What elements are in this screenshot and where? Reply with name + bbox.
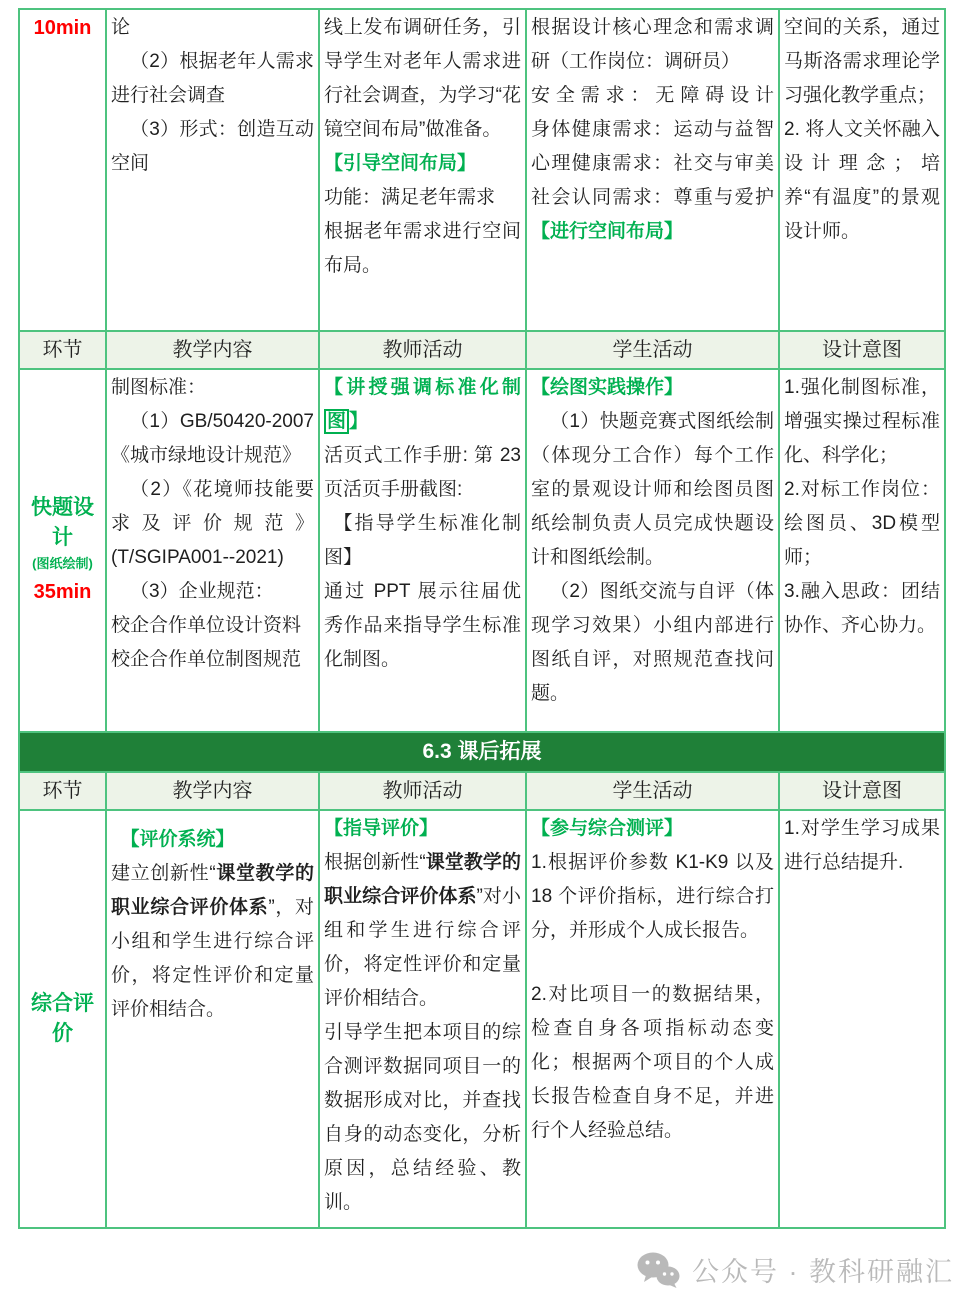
run: ”，对小组和学生进行综合评价，将定性评价和定量评价相结合。 <box>111 897 314 1020</box>
activity-label: 【参与综合测评】 <box>531 818 684 839</box>
teacher-paragraph: 线上发布调研任务，引导学生对老年人需求进行社会调查，为学习“花镜空间布局”做准备。 <box>324 17 521 140</box>
content-line: （2）根据老年人需求进行社会调查 <box>111 51 314 106</box>
student-paragraph: （2）图纸交流与自评（体现学习效果）小组内部进行图纸自评，对照规范查找问题。 <box>531 581 774 704</box>
intent-paragraph: 1.强化制图标准，增强实操过程标准化、科学化； <box>784 377 940 466</box>
stage-cell <box>19 810 106 1228</box>
column-header-content: 教学内容 <box>106 772 319 810</box>
activity-label <box>324 371 521 439</box>
activity-label: 【指导学生标准化制图】 <box>324 513 521 568</box>
teaching-content-cell <box>106 9 319 331</box>
teacher-paragraph: 通过 PPT 展示往届优秀作品来指导学生标准化制图。 <box>324 581 521 670</box>
intent-paragraph: 3.融入思政：团结协作、齐心协力。 <box>784 581 940 636</box>
column-header-intent: 设计意图 <box>779 331 945 369</box>
teacher-activity-cell <box>319 369 526 732</box>
run: ”对小组和学生进行综合评价，将定性评价和定量评价相结合。 <box>324 886 521 1009</box>
need-line: 社会认同需求：尊重与爱护 <box>531 187 774 208</box>
teacher-paragraph: 活页式工作手册: 第 23页活页手册截图: <box>324 445 521 500</box>
table-header-row <box>19 772 945 810</box>
teacher-paragraph: 根据老年需求进行空间布局。 <box>324 221 521 276</box>
label-text: 】 <box>349 411 369 432</box>
content-paragraph: 制图标准： <box>111 377 207 398</box>
run-bold: 课堂教学的职业综合评价体系 <box>324 852 521 907</box>
intent-paragraph: 1.对学生学习成果进行总结提升. <box>784 818 940 873</box>
content-line: 论 <box>111 17 131 38</box>
need-line: 心理健康需求：社交与审美 <box>531 153 774 174</box>
column-header-stage: 环节 <box>19 772 106 810</box>
teacher-paragraph <box>324 846 521 1016</box>
run: 建立创新性“ <box>111 863 216 884</box>
design-intent-cell <box>779 369 945 732</box>
student-paragraph: 2.对比项目一的数据结果，检查自身各项指标动态变化；根据两个项目的个人成长报告检查自身不足，并进行个人经验总结。 <box>531 984 774 1141</box>
wechat-icon <box>636 1251 682 1289</box>
activity-label: 【绘图实践操作】 <box>531 377 684 398</box>
content-line: 校企合作单位制图规范 <box>111 649 302 670</box>
student-paragraph: （1）快题竞赛式图纸绘制（体现分工合作）每个工作室的景观设计师和绘图员图纸绘制负责人员完成快题设计和图纸绘制。 <box>531 411 774 568</box>
activity-label: 【引导空间布局】 <box>324 153 477 174</box>
teacher-paragraph: 引导学生把本项目的综合测评数据同项目一的数据形成对比，并查找自身的动态变化，分析原因，总结经验、教训。 <box>324 1022 521 1213</box>
stage-name: 综合评价 <box>31 992 94 1045</box>
content-line: （3）企业规范： <box>130 581 274 602</box>
teacher-paragraph: 功能：满足老年需求 <box>324 187 496 208</box>
teacher-activity-cell <box>319 810 526 1228</box>
student-paragraph: 1.根据评价参数 K1-K9 以及 18 个评价指标，进行综合打分，并形成个人成长报告。 <box>531 852 774 941</box>
label-text: 【讲授强调标准化制 <box>324 377 521 398</box>
column-header-stage: 环节 <box>19 331 106 369</box>
student-paragraph: 根据设计核心理念和需求调研（工作岗位：调研员） <box>531 17 774 72</box>
run-bold: 课堂教学的职业综合评价体系 <box>111 863 314 918</box>
content-line: （1）GB/50420-2007《城市绿地设计规范》 <box>111 411 314 466</box>
stage-subtitle: (图纸绘制) <box>32 555 93 571</box>
content-line: （3）形式：创造互动空间 <box>111 119 314 174</box>
need-line: 安全需求：无障碍设计 <box>531 85 774 106</box>
design-intent-cell <box>779 810 945 1228</box>
design-intent-cell <box>779 9 945 331</box>
time-35min: 35min <box>33 580 92 603</box>
column-header-teacher: 教师活动 <box>319 331 526 369</box>
table-header-row <box>19 331 945 369</box>
run: 根据创新性“ <box>324 852 426 873</box>
student-activity-cell <box>526 369 779 732</box>
watermark-text: 公众号 · 教科研融汇 <box>692 1257 954 1287</box>
activity-label: 【评价系统】 <box>120 829 235 850</box>
table-row-discussion <box>19 9 945 331</box>
activity-label: 【指导评价】 <box>324 818 439 839</box>
watermark <box>636 1250 954 1289</box>
content-paragraph <box>111 857 314 1027</box>
need-line: 身体健康需求：运动与益智 <box>531 119 774 140</box>
teacher-activity-cell <box>319 9 526 331</box>
teaching-content-cell <box>106 369 319 732</box>
content-line: 校企合作单位设计资料 <box>111 615 302 636</box>
time-10min: 10min <box>33 17 92 39</box>
activity-label: 【进行空间布局】 <box>531 221 684 242</box>
section-banner: 6.3 课后拓展 <box>19 732 945 772</box>
lesson-plan-table <box>18 8 946 1229</box>
student-activity-cell <box>526 810 779 1228</box>
intent-paragraph: 2. 将人文关怀融入设计理念；培养“有温度”的景观设计师。 <box>784 119 940 242</box>
stage-time-cell <box>19 9 106 331</box>
column-header-student: 学生活动 <box>526 331 779 369</box>
intent-paragraph: 空间的关系，通过马斯洛需求理论学习强化教学重点； <box>784 17 940 106</box>
intent-paragraph: 2.对标工作岗位：绘图员、3D模型师； <box>784 479 940 568</box>
column-header-content: 教学内容 <box>106 331 319 369</box>
stage-cell <box>19 369 106 732</box>
stage-name: 快题设计 <box>31 495 94 549</box>
section-banner-row <box>19 732 945 772</box>
column-header-student: 学生活动 <box>526 772 779 810</box>
content-line: （2）《花境师技能要求及评价规范》(T/SGIPA001--2021) <box>111 479 314 568</box>
student-activity-cell <box>526 9 779 331</box>
boxed-character: 图 <box>324 409 349 434</box>
table-row-sketch-design <box>19 369 945 732</box>
column-header-intent: 设计意图 <box>779 772 945 810</box>
table-row-comprehensive-evaluation <box>19 810 945 1228</box>
teaching-content-cell <box>106 810 319 1228</box>
column-header-teacher: 教师活动 <box>319 772 526 810</box>
